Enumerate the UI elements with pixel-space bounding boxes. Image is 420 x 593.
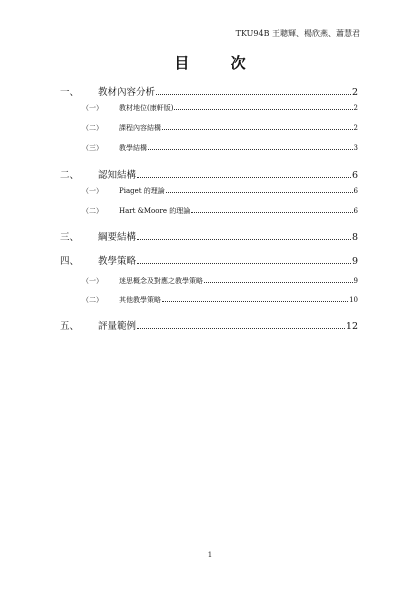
toc-entry-page: 6 xyxy=(353,207,358,215)
toc-entry[interactable] xyxy=(60,206,358,216)
table-of-contents xyxy=(60,0,358,593)
toc-entry-title: 教學結構 xyxy=(119,144,147,152)
toc-entry[interactable] xyxy=(60,276,358,286)
toc-entry-page: 12 xyxy=(345,321,358,332)
toc-entry-page: 9 xyxy=(351,256,358,267)
toc-entry-title: 教材內容分析 xyxy=(98,87,156,98)
toc-entry-page: 8 xyxy=(351,232,358,243)
toc-entry-page: 2 xyxy=(353,124,358,132)
toc-entry[interactable] xyxy=(60,84,358,98)
page-header: TKU94B 王聰輝、楊欣燕、蕭慧君 xyxy=(235,29,360,38)
dot-leader xyxy=(174,109,352,110)
toc-entry[interactable] xyxy=(60,103,358,113)
toc-entry[interactable] xyxy=(60,253,358,267)
dot-leader xyxy=(204,282,353,283)
toc-entry-title: 迷思概念及對應之教學策略 xyxy=(119,277,203,285)
dot-leader xyxy=(166,192,353,193)
toc-entry[interactable] xyxy=(60,318,358,332)
dot-leader xyxy=(162,301,348,302)
toc-entry-number: 二、 xyxy=(60,170,80,181)
toc-entry-page: 6 xyxy=(353,187,358,195)
dot-leader xyxy=(191,212,352,213)
toc-entry-title: 綱要結構 xyxy=(98,232,137,243)
toc-entry-title: 認知結構 xyxy=(98,170,137,181)
toc-entry-number: 三、 xyxy=(60,232,80,243)
toc-entry-page: 6 xyxy=(351,170,358,181)
toc-entry-number: （一） xyxy=(82,277,103,285)
toc-entry-number: （二） xyxy=(82,124,103,132)
toc-entry[interactable] xyxy=(60,295,358,305)
dot-leader xyxy=(137,239,351,240)
dot-leader xyxy=(137,177,351,178)
toc-entry-page: 2 xyxy=(353,104,358,112)
toc-entry[interactable] xyxy=(60,229,358,243)
page-title: 目 次 xyxy=(174,54,264,72)
toc-entry-title: 其他教學策略 xyxy=(119,296,161,304)
toc-entry-number: （二） xyxy=(82,207,103,215)
toc-entry-page: 9 xyxy=(353,277,358,285)
toc-entry-number: （一） xyxy=(82,187,103,195)
toc-entry-title: 課程內容結構 xyxy=(119,124,161,132)
toc-entry-title: 教材地位(康軒版) xyxy=(119,104,174,112)
toc-entry-number: 一、 xyxy=(60,87,80,98)
toc-entry-number: （一） xyxy=(82,104,103,112)
toc-entry-page: 2 xyxy=(351,87,358,98)
toc-entry[interactable] xyxy=(60,143,358,153)
toc-entry-page: 10 xyxy=(349,296,358,304)
toc-entry[interactable] xyxy=(60,186,358,196)
dot-leader xyxy=(162,129,353,130)
toc-entry-title: 教學策略 xyxy=(98,256,137,267)
toc-entry-number: （二） xyxy=(82,296,103,304)
toc-entry-title: Hart &Moore 的理論 xyxy=(119,207,191,215)
toc-entry-page: 3 xyxy=(353,144,358,152)
toc-entry[interactable] xyxy=(60,167,358,181)
toc-entry-number: （三） xyxy=(82,144,103,152)
toc-entry-number: 四、 xyxy=(60,256,80,267)
dot-leader xyxy=(137,328,345,329)
toc-entry-number: 五、 xyxy=(60,321,80,332)
page-number: 1 xyxy=(207,551,213,559)
toc-entry-title: Piaget 的理論 xyxy=(119,187,165,195)
toc-entry-title: 評量範例 xyxy=(98,321,137,332)
dot-leader xyxy=(137,263,351,264)
dot-leader xyxy=(148,149,353,150)
toc-entry[interactable] xyxy=(60,123,358,133)
dot-leader xyxy=(156,94,351,95)
